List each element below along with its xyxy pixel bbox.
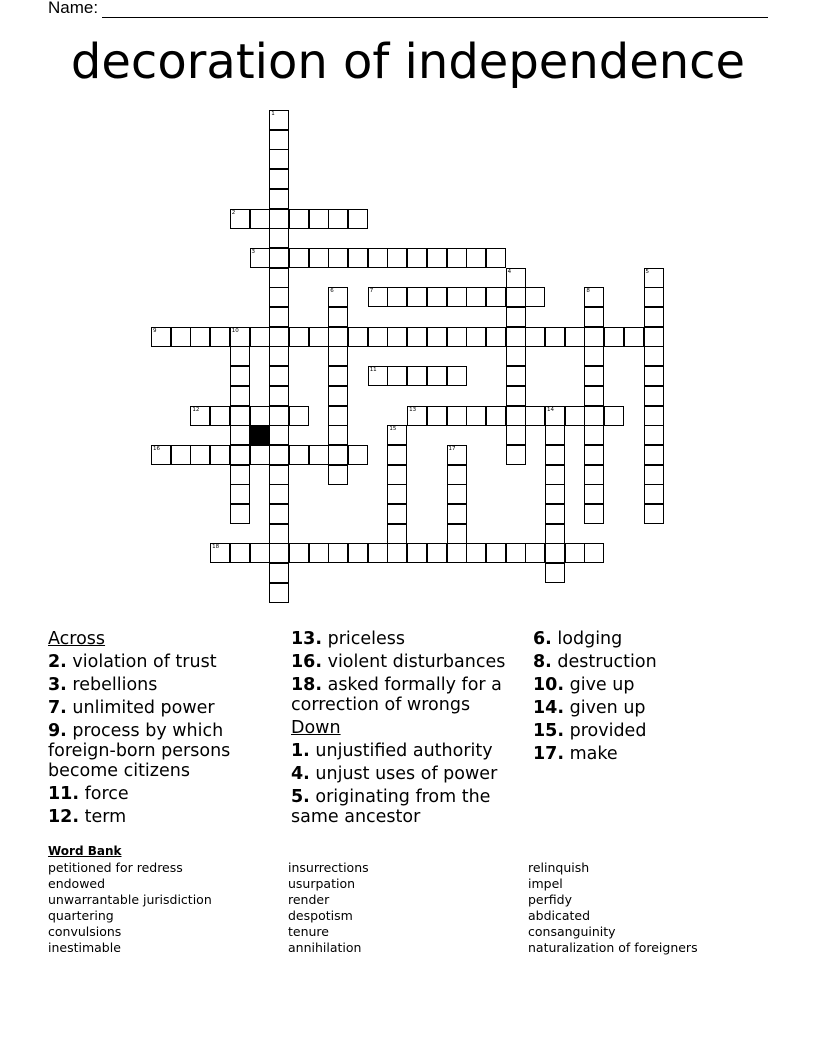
grid-cell[interactable]: [545, 524, 565, 544]
grid-cell[interactable]: [644, 268, 664, 288]
clue-down-5: 5. originating from the same ancestor: [291, 787, 491, 827]
grid-cell[interactable]: [269, 583, 289, 603]
word-bank-item: consanguinity: [528, 924, 616, 939]
grid-cell[interactable]: [289, 543, 309, 563]
grid-cell[interactable]: [644, 406, 664, 426]
grid-cell[interactable]: [348, 327, 368, 347]
grid-cell[interactable]: [545, 327, 565, 347]
grid-cell[interactable]: [250, 209, 270, 229]
grid-cell[interactable]: [269, 406, 289, 426]
grid-cell[interactable]: [269, 268, 289, 288]
grid-cell[interactable]: [151, 327, 171, 347]
grid-cell[interactable]: [289, 327, 309, 347]
grid-cell[interactable]: [387, 327, 407, 347]
grid-cell[interactable]: [269, 248, 289, 268]
grid-cell[interactable]: [250, 248, 270, 268]
grid-cell[interactable]: [447, 504, 467, 524]
grid-cell[interactable]: [328, 366, 348, 386]
grid-cell[interactable]: [269, 346, 289, 366]
clue-number: 12: [192, 406, 200, 413]
word-bank-item: annihilation: [288, 940, 362, 955]
grid-cell[interactable]: [269, 465, 289, 485]
grid-cell[interactable]: [486, 287, 506, 307]
grid-cell[interactable]: [506, 307, 526, 327]
clue-number: 17: [448, 445, 456, 452]
grid-cell[interactable]: [190, 445, 210, 465]
clue-across-3: 3. rebellions: [48, 675, 158, 695]
grid-cell[interactable]: [348, 543, 368, 563]
grid-cell[interactable]: [230, 366, 250, 386]
grid-cell[interactable]: [584, 406, 604, 426]
grid-cell[interactable]: [644, 346, 664, 366]
grid-cell[interactable]: [466, 287, 486, 307]
grid-cell[interactable]: [190, 327, 210, 347]
clue-across-12: 12. term: [48, 807, 127, 827]
grid-cell[interactable]: [447, 406, 467, 426]
grid-cell[interactable]: [348, 248, 368, 268]
grid-cell[interactable]: [506, 543, 526, 563]
grid-cell[interactable]: [545, 445, 565, 465]
grid-cell[interactable]: [250, 543, 270, 563]
word-bank-column-3: [528, 860, 698, 956]
grid-cell[interactable]: [269, 287, 289, 307]
grid-cell[interactable]: [584, 287, 604, 307]
grid-cell[interactable]: [289, 445, 309, 465]
grid-cell[interactable]: [525, 287, 545, 307]
word-bank-item: relinquish: [528, 860, 590, 875]
grid-cell[interactable]: [407, 327, 427, 347]
clue-down-14: 14. given up: [533, 698, 646, 718]
grid-cell[interactable]: [644, 465, 664, 485]
word-bank-item: abdicated: [528, 908, 591, 923]
grid-cell[interactable]: [230, 327, 250, 347]
grid-cell[interactable]: [584, 543, 604, 563]
grid-cell[interactable]: [190, 406, 210, 426]
grid-cell[interactable]: [644, 327, 664, 347]
grid-cell[interactable]: [506, 268, 526, 288]
grid-cell[interactable]: [506, 425, 526, 445]
grid-cell[interactable]: [545, 406, 565, 426]
grid-cell[interactable]: [269, 228, 289, 248]
grid-cell[interactable]: [427, 327, 447, 347]
grid-cell[interactable]: [250, 327, 270, 347]
clue-number: 4: [507, 268, 512, 275]
clue-number: 6: [330, 288, 334, 295]
grid-cell[interactable]: [289, 209, 309, 229]
grid-cell[interactable]: [230, 209, 250, 229]
grid-cell[interactable]: [427, 543, 447, 563]
grid-cell[interactable]: [368, 287, 388, 307]
grid-cell[interactable]: [584, 346, 604, 366]
grid-cell[interactable]: [486, 248, 506, 268]
grid-cell[interactable]: [427, 406, 447, 426]
grid-cell[interactable]: [565, 543, 585, 563]
grid-cell[interactable]: [427, 248, 447, 268]
grid-cell[interactable]: [387, 287, 407, 307]
grid-cell[interactable]: [269, 149, 289, 169]
grid-cell[interactable]: [269, 386, 289, 406]
clue-number: 3: [251, 248, 255, 255]
grid-cell[interactable]: [210, 543, 230, 563]
grid-cell[interactable]: [269, 327, 289, 347]
clue-number: 2: [231, 209, 236, 216]
grid-cell[interactable]: [447, 524, 467, 544]
grid-cell[interactable]: [506, 406, 526, 426]
grid-cell[interactable]: [368, 248, 388, 268]
grid-cell[interactable]: [230, 465, 250, 485]
clue-across-18: 18. asked formally for a correction of wrongs: [291, 675, 502, 715]
clue-across-2: 2. violation of trust: [48, 652, 217, 672]
grid-cell[interactable]: [210, 327, 230, 347]
grid-cell[interactable]: [269, 543, 289, 563]
grid-cell[interactable]: [309, 543, 329, 563]
grid-cell[interactable]: [644, 445, 664, 465]
clue-across-9: 9. process by which foreign-born persons become citizens: [48, 721, 231, 781]
grid-cell[interactable]: [368, 366, 388, 386]
grid-cell[interactable]: [171, 445, 191, 465]
grid-cell[interactable]: [269, 209, 289, 229]
grid-cell[interactable]: [545, 425, 565, 445]
clue-number: 14: [547, 406, 554, 413]
word-bank-item: impel: [528, 876, 563, 891]
grid-cell[interactable]: [309, 445, 329, 465]
grid-cell[interactable]: [269, 189, 289, 209]
grid-cell[interactable]: [289, 248, 309, 268]
grid-cell[interactable]: [328, 406, 348, 426]
grid-cell[interactable]: [545, 543, 565, 563]
grid-cell[interactable]: [230, 543, 250, 563]
grid-cell[interactable]: [407, 406, 427, 426]
grid-cell[interactable]: [584, 445, 604, 465]
page-title: decoration of independence: [70, 34, 746, 90]
grid-cell[interactable]: [584, 386, 604, 406]
grid-cell[interactable]: [210, 445, 230, 465]
grid-cell[interactable]: [250, 406, 270, 426]
grid-cell[interactable]: [506, 366, 526, 386]
grid-cell[interactable]: [565, 327, 585, 347]
grid-cell[interactable]: [230, 484, 250, 504]
grid-cell[interactable]: [584, 425, 604, 445]
word-bank-item: inestimable: [48, 940, 121, 955]
word-bank-column-1: [48, 860, 212, 956]
grid-cell[interactable]: [230, 425, 250, 445]
grid-cell[interactable]: [387, 524, 407, 544]
word-bank-item: quartering: [48, 908, 114, 923]
clue-down-4: 4. unjust uses of power: [291, 764, 498, 784]
clue-across-13: 13. priceless: [291, 629, 406, 649]
grid-cell[interactable]: [644, 386, 664, 406]
grid-cell[interactable]: [466, 327, 486, 347]
grid-cell[interactable]: [644, 287, 664, 307]
grid-cell[interactable]: [230, 386, 250, 406]
grid-cell[interactable]: [328, 386, 348, 406]
grid-cell[interactable]: [328, 346, 348, 366]
word-bank-item: render: [288, 892, 330, 907]
word-bank-item: petitioned for redress: [48, 860, 183, 875]
grid-cell[interactable]: [230, 445, 250, 465]
grid-cell[interactable]: [644, 307, 664, 327]
grid-cell[interactable]: [466, 248, 486, 268]
grid-cell[interactable]: [506, 445, 526, 465]
grid-cell[interactable]: [644, 425, 664, 445]
word-bank-item: unwarrantable jurisdiction: [48, 892, 212, 907]
clue-number: 9: [153, 327, 157, 334]
grid-cell[interactable]: [447, 287, 467, 307]
grid-cell[interactable]: [506, 327, 526, 347]
grid-cell[interactable]: [387, 543, 407, 563]
grid-cell[interactable]: [269, 425, 289, 445]
grid-cell[interactable]: [171, 327, 191, 347]
grid-cell[interactable]: [230, 504, 250, 524]
grid-cell[interactable]: [328, 327, 348, 347]
word-bank-item: insurrections: [288, 860, 369, 875]
grid-cell[interactable]: [151, 445, 171, 465]
grid-cell[interactable]: [328, 209, 348, 229]
grid-cell[interactable]: [269, 169, 289, 189]
grid-cell[interactable]: [269, 366, 289, 386]
grid-cell[interactable]: [269, 563, 289, 583]
grid-cell[interactable]: [269, 130, 289, 150]
grid-cell[interactable]: [447, 327, 467, 347]
clues-column-1: [48, 629, 284, 830]
clue-number: 11: [369, 367, 377, 374]
grid-cell[interactable]: [506, 346, 526, 366]
grid-cell[interactable]: [407, 287, 427, 307]
grid-cell[interactable]: [387, 484, 407, 504]
grid-cell[interactable]: [506, 386, 526, 406]
clue-number: 18: [212, 544, 220, 551]
grid-cell[interactable]: [584, 366, 604, 386]
grid-cell[interactable]: [328, 425, 348, 445]
word-bank-column-2: [288, 860, 369, 956]
grid-cell[interactable]: [407, 543, 427, 563]
grid-cell[interactable]: [328, 445, 348, 465]
across-heading: Across: [48, 629, 106, 649]
grid-cell[interactable]: [604, 327, 624, 347]
word-bank-item: despotism: [288, 908, 353, 923]
clue-number: 5: [645, 268, 649, 275]
grid-cell[interactable]: [545, 563, 565, 583]
grid-cell[interactable]: [269, 307, 289, 327]
grid-cell[interactable]: [309, 209, 329, 229]
grid-cell[interactable]: [328, 248, 348, 268]
clue-down-10: 10. give up: [533, 675, 635, 695]
grid-cell[interactable]: [387, 248, 407, 268]
clue-down-15: 15. provided: [533, 721, 647, 741]
grid-cell[interactable]: [289, 406, 309, 426]
grid-cell[interactable]: [447, 543, 467, 563]
grid-cell[interactable]: [545, 465, 565, 485]
grid-cell[interactable]: [466, 406, 486, 426]
grid-cell[interactable]: [407, 248, 427, 268]
clue-number: 13: [409, 406, 417, 413]
grid-cell[interactable]: [387, 465, 407, 485]
grid-cell[interactable]: [486, 406, 506, 426]
word-bank-item: endowed: [48, 876, 106, 891]
grid-cell[interactable]: [447, 484, 467, 504]
grid-cell[interactable]: [447, 445, 467, 465]
clue-across-11: 11. force: [48, 784, 129, 804]
grid-cell[interactable]: [466, 543, 486, 563]
grid-cell[interactable]: [624, 327, 644, 347]
grid-cell[interactable]: [348, 209, 368, 229]
grid-cell[interactable]: [486, 543, 506, 563]
clue-number: 8: [586, 288, 590, 295]
grid-cell[interactable]: [584, 484, 604, 504]
grid-cell[interactable]: [328, 287, 348, 307]
grid-cell[interactable]: [269, 524, 289, 544]
clue-number: 1: [271, 111, 275, 117]
grid-cell[interactable]: [328, 307, 348, 327]
grid-cell[interactable]: [447, 465, 467, 485]
grid-cell[interactable]: [486, 327, 506, 347]
word-bank-item: convulsions: [48, 924, 122, 939]
grid-cell[interactable]: [427, 366, 447, 386]
grid-cell[interactable]: [328, 465, 348, 485]
clues-column-3: [533, 629, 769, 767]
grid-cell[interactable]: [584, 504, 604, 524]
grid-cell[interactable]: [604, 406, 624, 426]
clue-down-6: 6. lodging: [533, 629, 623, 649]
grid-cell[interactable]: [368, 543, 388, 563]
grid-cell[interactable]: [269, 484, 289, 504]
clue-number: 16: [153, 445, 160, 452]
grid-cell[interactable]: [584, 307, 604, 327]
grid-cell[interactable]: [387, 366, 407, 386]
clue-number: 10: [231, 327, 239, 334]
word-bank-item: naturalization of foreigners: [528, 940, 698, 955]
grid-cell[interactable]: [506, 287, 526, 307]
grid-cell[interactable]: [427, 287, 447, 307]
word-bank-item: tenure: [288, 924, 329, 939]
grid-cell[interactable]: [328, 543, 348, 563]
grid-cell[interactable]: [269, 504, 289, 524]
grid-cell[interactable]: [387, 425, 407, 445]
grid-cell[interactable]: [387, 504, 407, 524]
clue-across-16: 16. violent disturbances: [291, 652, 506, 672]
clue-down-1: 1. unjustified authority: [291, 741, 493, 761]
grid-cell[interactable]: [269, 110, 289, 130]
grid-cell[interactable]: [210, 406, 230, 426]
down-heading: Down: [291, 718, 341, 738]
grid-cell[interactable]: [644, 484, 664, 504]
grid-cell[interactable]: [387, 445, 407, 465]
grid-cell[interactable]: [644, 504, 664, 524]
word-bank-item: usurpation: [288, 876, 356, 891]
word-bank-title: Word Bank: [48, 844, 122, 858]
clue-down-8: 8. destruction: [533, 652, 657, 672]
grid-cell[interactable]: [545, 504, 565, 524]
clue-down-17: 17. make: [533, 744, 618, 764]
grid-cell[interactable]: [269, 445, 289, 465]
grid-cell[interactable]: [230, 346, 250, 366]
grid-cell[interactable]: [447, 366, 467, 386]
grid-cell[interactable]: [525, 406, 545, 426]
black-cell: [250, 425, 270, 445]
grid-cell[interactable]: [309, 248, 329, 268]
grid-cell[interactable]: [348, 445, 368, 465]
grid-cell[interactable]: [447, 248, 467, 268]
grid-cell[interactable]: [250, 445, 270, 465]
grid-cell[interactable]: [584, 327, 604, 347]
grid-cell[interactable]: [407, 366, 427, 386]
grid-cell[interactable]: [309, 327, 329, 347]
grid-cell[interactable]: [545, 484, 565, 504]
grid-cell[interactable]: [565, 406, 585, 426]
clue-number: 15: [389, 426, 397, 433]
clue-across-7: 7. unlimited power: [48, 698, 215, 718]
clues-column-2: [291, 629, 527, 830]
grid-cell[interactable]: [584, 465, 604, 485]
grid-cell[interactable]: [525, 327, 545, 347]
grid-cell[interactable]: [368, 327, 388, 347]
grid-cell[interactable]: [644, 366, 664, 386]
clue-number: 7: [369, 288, 374, 295]
grid-cell[interactable]: [525, 543, 545, 563]
grid-cell[interactable]: [230, 406, 250, 426]
word-bank-item: perfidy: [528, 892, 572, 907]
name-label: Name:: [48, 0, 99, 17]
